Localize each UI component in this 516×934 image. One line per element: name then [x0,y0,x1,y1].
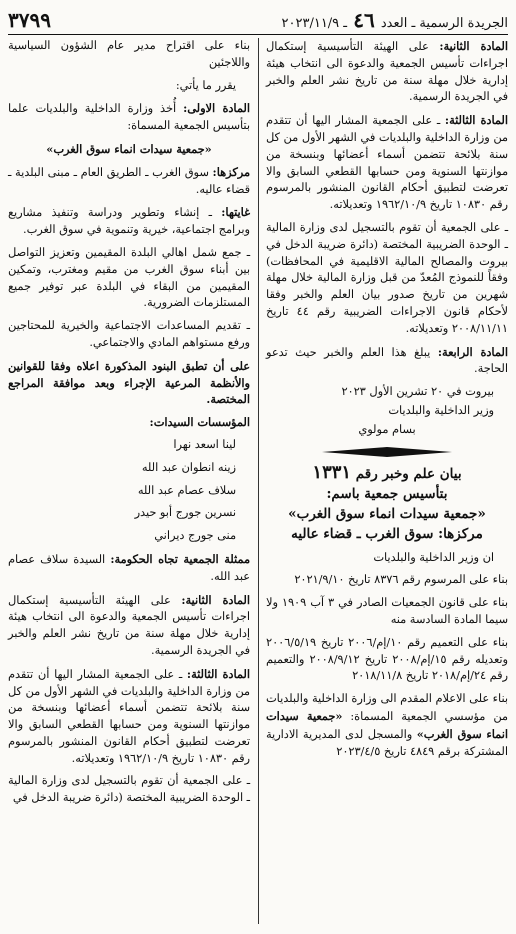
article-label: المادة الثانية: [439,39,508,53]
article-label: المادة الثانية: [181,592,250,607]
founder-name: منى جورج ديراني [154,529,236,543]
association-name: «جمعية سيدات انماء سوق الغرب» [288,505,486,522]
diamond-rule-icon [322,447,452,457]
article-text: على الهيئة التأسيسية إستكمال اجراءات تأسيس الجمعية والدعوة الى انتخاب هيئة إدارية خلال مهلة سنة من تاريخ نشر العلم والخبر في الجريدة الرسمية. [8,593,250,657]
hq-text: سوق الغرب ـ الطريق العام ـ مبنى البلدية ـ قضاء عاليه. [8,165,250,196]
sign-name: بسام مولوي [358,422,416,436]
article-text: ـ على الجمعية المشار اليها أن تتقدم من وزارة الداخلية والبلديات في الشهر الأول من كل سنة بلائحة تتضمن أسماء أعضائها وبنسخة من موازنتها السنوية ومن حسابها القطعي السابق والا تعرضت لتطبيق أحكام القانون المنشور بالمرسوم رقم ١٠٨٣٠ تاريخ ١٩٦٢/١٠/٩ وتعديلاته. [266,114,508,212]
goal-label: غايتها: [221,205,250,220]
left-column [8,38,250,813]
rep-label: ممثلة الجمعية تجاه الحكومة: [110,551,250,566]
conditions: على أن تطبق البنود المذكورة اعلاه وفقا للقوانين والأنظمة المرعية الإجراء وبعد موافقة المراجع المختصة. [8,358,250,407]
tax-registration: ـ على الجمعية أن تقوم بالتسجيل لدى وزارة المالية ـ الوحدة الضريبية المختصة (دائرة ضريبة الدخل في بيروت والمصالح المالية الاقليمية في المحافظات) وفقاً للنموذج المُعدّ من قبل وزارة المالية خلال مهلة شهرين من تاريخ صدور بيان العلم والخبر وفقا لأحكام قانون الاجراءات الضريبية رقم ٤٤ تاريخ ٢٠٠٨/١١/١١ وتعديلاته. [266,220,508,335]
issue-number: ٤٦ [353,8,375,32]
article-text: ـ على الجمعية المشار اليها أن تتقدم من وزارة الداخلية والبلديات في الشهر الأول من كل سنة بلائحة تتضمن أسماء أعضائها وبنسخة من موازنتها السنوية ومن حسابها القطعي السابق والا تعرضت لتطبيق أحكام القانون المنشور بالمرسوم رقم ١٠٨٣٠ تاريخ ١٩٦٢/١٠/٩ وتعديلاته. [8,667,250,765]
tax-registration: ـ على الجمعية أن تقوم بالتسجيل لدى وزارة المالية ـ الوحدة الضريبية المختصة (دائرة ضريبة الدخل في [8,774,250,805]
article-four [266,344,508,379]
rep-text: السيدة سلاف عصام عبد الله. [8,552,250,583]
association-hq: مركزها: سوق الغرب ـ قضاء عاليه [291,525,483,542]
founder-name: نسرين جورج أبو حيدر [134,506,236,520]
goal-item: ـ تقديم المساعدات الاجتماعية والخيرية للمحتاجين ورفع مستواهم المادي والاجتماعي. [8,319,250,349]
article-text: يبلغ هذا العلم والخبر حيث تدعو الحاجة. [266,345,508,376]
publication-title [282,8,508,32]
article-text: أُخذ وزارة الداخلية والبلديات علما بتأسيس الجمعية المسماة: [8,102,250,133]
representative [8,551,250,586]
headquarters [8,164,250,199]
goal [8,204,250,239]
proposal-line: بناء على اقتراح مدير عام الشؤون السياسية واللاجئين [8,39,250,69]
article-label: المادة الثالثة: [186,666,250,681]
founder-name: سلاف عصام عبد الله [137,483,236,497]
decides-line: يقرر ما يأتي: [175,78,236,92]
article-label: المادة الثالثة: [444,113,508,128]
notice-prefix: بيان علم وخبر رقم [355,465,462,482]
founders-heading: المؤسسات السيدات: [149,415,250,430]
article-one [8,100,250,135]
column-divider [258,38,259,924]
association-name-inline: «جمعية سيدات انماء سوق الغرب» [266,708,508,741]
goal-text: ـ إنشاء وتطوير ودراسة وتنفيذ مشاريع وبرامج اجتماعية، خيرية وتنموية في سوق الغرب. [8,206,250,237]
separator-ornament [266,447,508,457]
page-header [8,6,508,35]
basis-decree: بناء على المرسوم رقم ٨٣٧٦ تاريخ ٢٠٢١/٩/١٠ [294,573,508,587]
basis-rest: والمسجل لدى المديرية الادارية المشتركة برقم ٤٨٤٩ تاريخ ٢٠٢٣/٤/٥ [266,727,508,758]
article-text: على الهيئة التأسيسية إستكمال اجراءات تأسيس الجمعية والدعوة الى انتخاب هيئة إدارية خلال مهلة سنة من تاريخ نشر العلم والخبر في الجريدة الرسمية. [266,40,508,104]
notice-subject: بتأسيس جمعية باسم: [326,485,448,502]
goal-item: ـ جمع شمل اهالي البلدة المقيمين وتعزيز التواصل بين أبناء سوق الغرب من مقيم ومغترب، وتمكين المقيمين من البقاء في البلدة عبر توفير جميع المستلزمات الضرورية. [8,245,250,310]
association-name: «جمعية سيدات انماء سوق الغرب» [46,141,212,156]
minister-line: ان وزير الداخلية والبلديات [373,550,494,564]
article-two [8,592,250,660]
founder-name: زينه انطوان عبد الله [141,460,236,474]
founder-name: لينا اسعد نهرا [173,437,236,451]
article-two [266,38,508,106]
basis-circulars: بناء على التعميم رقم ١٠/إم/٢٠٠٦ تاريخ ٢٠٠٦/٥/١٩ وتعديله رقم ١٥/إم/٢٠٠٨ تاريخ ٢٠٠٨/٩/١٢ والتعميم رقم ٢٤/إم/٢٠١٨ تاريخ ٢٠١٨/١١/٨ [266,635,508,683]
basis-notification [266,691,508,760]
basis-text: بناء على الاعلام المقدم الى وزارة الداخلية والبلديات من مؤسسي الجمعية المسماة: [266,692,508,723]
article-label: المادة الرابعة: [437,344,508,359]
article-three [266,112,508,214]
basis-law: بناء على قانون الجمعيات الصادر في ٣ آب ١٩٠٩ ولا سيما المادة السادسة منه [266,596,508,626]
notice-heading [266,463,508,544]
sign-title: وزير الداخلية والبلديات [388,403,494,417]
gazette-name: الجريدة الرسمية ـ العدد [380,16,508,31]
sign-place: بيروت في ٢٠ تشرين الأول ٢٠٢٣ [341,385,494,399]
hq-label: مركزها: [212,164,250,179]
right-column [266,38,508,766]
issue-date: ـ ٢٠٢٣/١١/٩ [281,16,348,31]
founders-list [8,437,250,545]
article-three [8,666,250,768]
article-label: المادة الاولى: [183,101,250,116]
notice-number: ١٣٣١ [312,461,352,483]
page-number: ٣٧٩٩ [8,8,51,32]
